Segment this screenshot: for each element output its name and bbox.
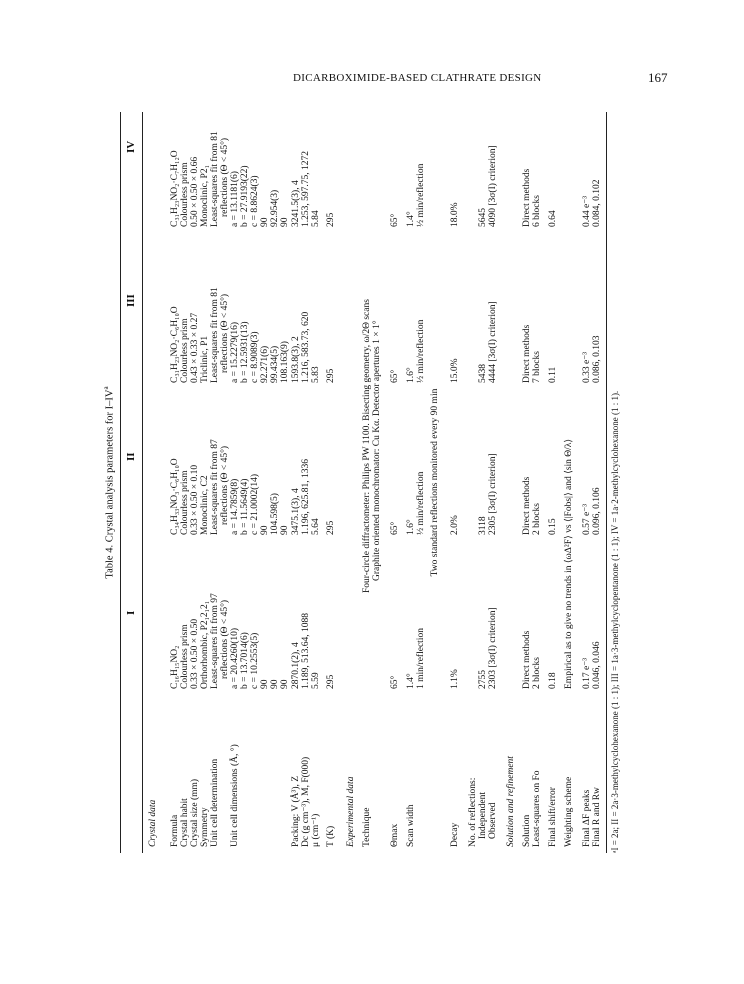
table-cell: 295 (326, 212, 336, 227)
table-cell: Direct methods (522, 476, 532, 535)
table-row (220, 112, 230, 853)
table-cell: 0.18 (548, 672, 558, 689)
table-cell: C₃₁H₂₃NO₂·C₇H₁₂O (170, 150, 180, 227)
table-cell: Two standard reflections monitored every 90 min (430, 388, 440, 577)
table-cell: a = 15.2279(16) (230, 321, 240, 383)
table-cell: 295 (326, 674, 336, 689)
section-heading: Crystal data (148, 799, 158, 847)
table-cell: 0.096, 0.106 (592, 487, 602, 535)
table-cell: 0.084, 0.102 (592, 179, 602, 227)
table-cell: 0.11 (548, 366, 558, 383)
table-row (416, 112, 426, 853)
table-cell: 5.84 (311, 210, 321, 227)
table-cell: 6 blocks (532, 195, 542, 227)
bottom-rule (606, 112, 607, 853)
table-cell: 295 (326, 520, 336, 535)
table-cell: reflections (Θ < 45°) (220, 137, 230, 217)
table-cell: 5645 (478, 208, 488, 227)
table-row: Final ΔF peaks 0.17 e⁻³ 0.57 e⁻³ 0.33 e⁻³ 0.44 e⁻³ (582, 195, 592, 847)
table-cell: 65° (390, 675, 400, 689)
table-cell: C₃₄H₃₃NO₃·C₆H₁₀O (170, 458, 180, 535)
table-cell: 65° (390, 369, 400, 383)
table-cell: 65° (390, 521, 400, 535)
table-cell: 5.64 (311, 518, 321, 535)
table-cell: 1.196, 625.81, 1336 (301, 459, 311, 535)
table-row: Final shift/error 0.18 0.15 0.11 0.64 (548, 210, 558, 847)
table-cell: reflections (Θ < 45°) (220, 599, 230, 679)
table-cell: 1593.8(3), 2 (291, 336, 301, 383)
table-cell: 0.64 (548, 210, 558, 227)
table-cell: Colourless prism (180, 318, 190, 383)
table-row: Final R and Rw 0.046, 0.046 0.096, 0.106 0.086, 0.103 0.084, 0.102 (592, 179, 602, 847)
table-cell: 1.253, 597.75, 1272 (301, 151, 311, 227)
column-header: I (125, 610, 137, 615)
table-row: Crystal habit Colourless prism Colourless prism Colourless prism Colourless prism (180, 162, 190, 847)
table-cell: 2870.1(2), 4 (291, 642, 301, 689)
running-title: DICARBOXIMIDE-BASED CLATHRATE DESIGN (293, 72, 542, 84)
table-cell: 2 blocks (532, 657, 542, 689)
table-cell: 0.33 × 0.50 × 0.10 (190, 464, 200, 535)
table-cell: reflections (Θ < 45°) (220, 293, 230, 373)
table-cell: Triclinic, P1 (200, 335, 210, 383)
table-cell: 295 (326, 368, 336, 383)
table-row: Technique Four-circle diffractometer: Philips PW 1100. Bisecting geometry, ω/2Θ scans (362, 299, 372, 847)
table-cell: Monoclinic, P2₁ (200, 165, 210, 227)
table-row: T (K) 295 295 295 295 (326, 212, 336, 847)
table-cell: 90 (260, 217, 270, 227)
table-cell: 1.6° (406, 519, 416, 535)
table-cell: 104.598(5) (270, 493, 280, 535)
column-header-row (126, 112, 136, 853)
page-number: 167 (648, 70, 668, 85)
table-cell: 0.43 × 0.33 × 0.27 (190, 312, 200, 383)
table-cell: c = 8.8624(3) (250, 175, 260, 227)
table-row: Unit cell dimensions (Å, °) a = 20.4260(10) a = 14.7859(8) a = 15.2279(16) a = 13.1181(6) (230, 171, 240, 847)
table-cell: 1 min/reflection (416, 628, 426, 689)
table-row (430, 112, 440, 853)
table-cell: 0.50 × 0.50 × 0.66 (190, 156, 200, 227)
table-cell: c = 21.0002(14) (250, 473, 260, 535)
table-cell: 90 (280, 679, 290, 689)
table-row: Independent 2755 3118 5438 5645 (478, 208, 488, 839)
table-cell: Least-squares fit from 81 (210, 287, 220, 383)
table-row (240, 112, 250, 853)
table-cell: 90 (280, 217, 290, 227)
table-cell: b = 27.9193(22) (240, 165, 250, 227)
table-cell: 90 (280, 525, 290, 535)
table-cell: C₁₆H₁₅NO₂ (170, 645, 180, 689)
table-cell: Direct methods (522, 168, 532, 227)
table-cell: Direct methods (522, 630, 532, 689)
table-row: μ (cm⁻¹) 5.59 5.64 5.83 5.84 (311, 210, 321, 847)
table-row: Unit cell determination Least-squares fit from 97 Least-squares fit from 87 Least-squares fit from 81 Least-squares fit from 81 (210, 131, 220, 847)
table-cell: Least-squares fit from 81 (210, 131, 220, 227)
table-cell: 3241.5(3), 4 (291, 180, 301, 227)
table-cell: 0.086, 0.103 (592, 335, 602, 383)
table-cell: 3118 (478, 516, 488, 535)
table-row: Weighting scheme Empirical as to give no trends in ⟨ωΔ²F⟩ vs ⟨|Fobs|⟩ and ⟨sin Θ/λ⟩ (564, 438, 574, 847)
table-cell: 92.954(3) (270, 189, 280, 227)
table-cell: 1.1% (450, 669, 460, 689)
table-row: Θmax 65° 65° 65° 65° (390, 213, 400, 847)
table-row (250, 112, 260, 853)
table-cell: b = 11.5649(4) (240, 478, 250, 535)
header-rule (142, 112, 143, 853)
table-cell: 1.189, 513.64, 1088 (301, 613, 311, 689)
table-cell: 0.44 e⁻³ (582, 195, 592, 227)
table-cell: 99.434(5) (270, 345, 280, 383)
table-row: Crystal size (mm) 0.33 × 0.50 × 0.50 0.33 × 0.50 × 0.10 0.43 × 0.33 × 0.27 0.50 × 0.50 × 0.66 (190, 156, 200, 847)
table-row: Decay 1.1% 2.0% 15.0% 18.0% (450, 202, 460, 847)
page-header (0, 72, 744, 90)
table-row (270, 112, 280, 853)
rotated-table (100, 112, 663, 853)
table-cell: 2 blocks (532, 503, 542, 535)
table-cell: Least-squares fit from 97 (210, 593, 220, 689)
table-cell: 15.0% (450, 358, 460, 383)
table-row: Scan width 1.4° 1.6° 1.6° 1.4° (406, 211, 416, 847)
table-cell: 92.271(6) (260, 345, 270, 383)
table-cell: Colourless prism (180, 624, 190, 689)
table-cell: 3475.1(3), 4 (291, 488, 301, 535)
table-cell: 0.33 × 0.50 × 0.50 (190, 618, 200, 689)
table-cell: a = 20.4260(10) (230, 627, 240, 689)
table-cell: 1.6° (406, 367, 416, 383)
table-cell: Graphite oriented monochromator: Cu Kα. Detector apertures 1 × 1° (372, 320, 382, 581)
table-row: Symmetry Orthorhombic, P2₁2₁2₁ Monoclinic, C2 Triclinic, P1 Monoclinic, P2₁ (200, 165, 210, 847)
table-cell: b = 13.7014(6) (240, 632, 250, 689)
table-cell: 2755 (478, 670, 488, 689)
table-row (372, 112, 382, 853)
table-cell: c = 10.2553(5) (250, 632, 260, 689)
table-row (260, 112, 270, 853)
table-cell: Colourless prism (180, 162, 190, 227)
table-cell: Least-squares fit from 87 (210, 439, 220, 535)
section-heading: Experimental data (346, 776, 356, 847)
table-cell: 2303 [3σ(I) criterion] (488, 607, 498, 689)
table-cell: 1.4° (406, 211, 416, 227)
table-cell: 5.59 (311, 672, 321, 689)
table-cell: 0.57 e⁻³ (582, 503, 592, 535)
column-header: III (125, 294, 137, 307)
section-heading: Solution and refinement (506, 756, 516, 847)
table-cell: a = 14.7859(8) (230, 478, 240, 535)
table-cell: 108.163(9) (280, 341, 290, 383)
table-row (280, 112, 290, 853)
table-cell: 18.0% (450, 202, 460, 227)
table-cell: 4090 [3σ(I) criterion] (488, 145, 498, 227)
table-cell: 4444 [3σ(I) criterion] (488, 301, 498, 383)
column-header: II (125, 452, 137, 461)
table-cell: Monoclinic, C2 (200, 475, 210, 535)
table-cell: Empirical as to give no trends in ⟨ωΔ²F⟩ vs ⟨|Fobs|⟩ and ⟨sin Θ/λ⟩ (564, 438, 574, 689)
column-header: IV (125, 140, 137, 153)
table-cell: 0.15 (548, 518, 558, 535)
table-cell: 7 blocks (532, 351, 542, 383)
table-cell: 90 (260, 525, 270, 535)
table-cell: b = 12.5931(13) (240, 321, 250, 383)
table-cell: C₃₁H₂₃NO₂·C₆H₁₀O (170, 306, 180, 383)
table-cell: ½ min/reflection (416, 319, 426, 383)
table-cell: Colourless prism (180, 470, 190, 535)
table-cell: 1.4° (406, 673, 416, 689)
top-rule (120, 112, 121, 853)
table-row: Packing: V (Å³), Z 2870.1(2), 4 3475.1(3), 4 1593.8(3), 2 3241.5(3), 4 (291, 180, 301, 847)
table-cell: reflections (Θ < 45°) (220, 445, 230, 525)
table-row: Dc (g cm⁻³), M, F(000) 1.189, 513.64, 1088 1.196, 625.81, 1336 1.216, 583.73, 620 1.253, 597.75, 1272 (301, 151, 311, 847)
table-cell: 0.046, 0.046 (592, 641, 602, 689)
table-footnote: ᵃI = 2a; II = 2a·3-methylcyclohexanone (1 : 1); III = 1a·3-methylcyclopentanone (1 : 1); IV = 1a·2-methylcyclohexanone (1 : 1). (610, 390, 620, 853)
table-cell: 5438 (478, 364, 488, 383)
table-row: Observed 2303 [3σ(I) criterion] 2305 [3σ(I) criterion] 4444 [3σ(I) criterion] 4090 [3σ(I) criterion] (488, 145, 498, 839)
table-cell: 0.33 e⁻³ (582, 351, 592, 383)
table-cell: c = 8.9089(3) (250, 331, 260, 383)
table-cell: Direct methods (522, 324, 532, 383)
table-cell: a = 13.1181(6) (230, 171, 240, 227)
table-row: No. of reflections: (468, 777, 478, 847)
table-cell: 1.216, 583.73, 620 (301, 311, 311, 383)
table-cell: Orthorhombic, P2₁2₁2₁ (200, 600, 210, 689)
table-cell: 90 (260, 679, 270, 689)
table-cell: 90 (270, 679, 280, 689)
table-cell: 0.17 e⁻³ (582, 657, 592, 689)
table-cell: Four-circle diffractometer: Philips PW 1100. Bisecting geometry, ω/2Θ scans (362, 299, 372, 593)
table-row: Formula C₁₆H₁₅NO₂ C₃₄H₃₃NO₃·C₆H₁₀O C₃₁H₂₃NO₂·C₆H₁₀O C₃₁H₂₃NO₂·C₇H₁₂O (170, 150, 180, 847)
table-caption: Table 4. Crystal analysis parameters for $I-IV^a$ (102, 386, 116, 579)
table-cell: 5.83 (311, 366, 321, 383)
table-cell: ½ min/reflection (416, 163, 426, 227)
table-row: Least-squares on Fo 2 blocks 2 blocks 7 blocks 6 blocks (532, 195, 542, 847)
table-cell: 65° (390, 213, 400, 227)
table-cell: 2.0% (450, 515, 460, 535)
table-cell: ½ min/reflection (416, 471, 426, 535)
table-row: Solution Direct methods Direct methods Direct methods Direct methods (522, 168, 532, 847)
table-cell: 2305 [3σ(I) criterion] (488, 453, 498, 535)
